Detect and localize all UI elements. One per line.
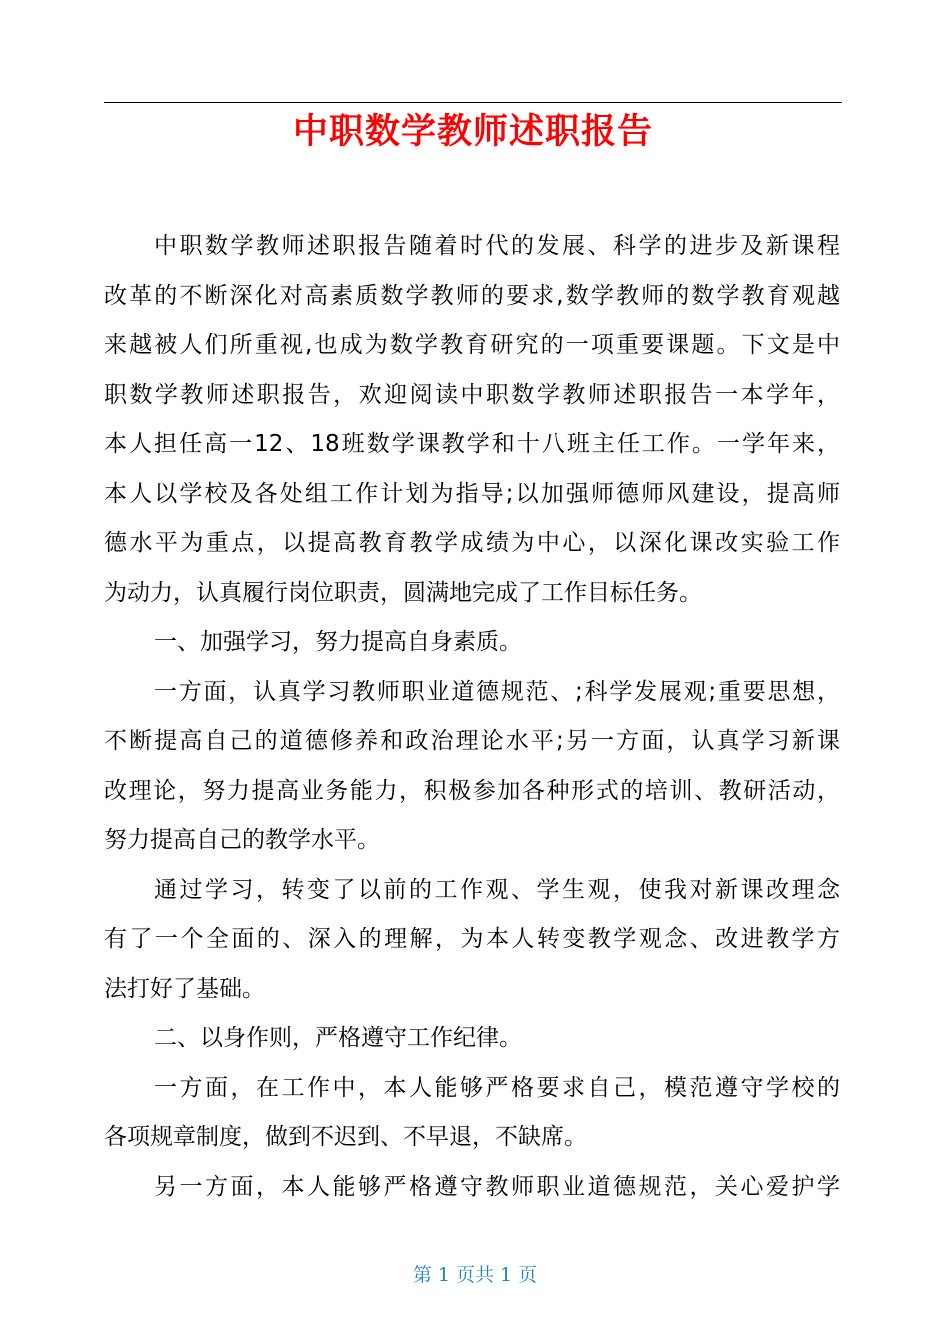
body-line: 一方面，在工作中，本人能够严格要求自己，模范遵守学校的: [154, 1074, 840, 1101]
body-line: 不断提高自己的道德修养和政治理论水平;另一方面，认真学习新课: [104, 728, 840, 754]
body-line: 来越被人们所重视,也成为数学教育研究的一项重要课题。下文是中: [104, 332, 840, 358]
document-body: [104, 222, 840, 1212]
body-line: 另一方面，本人能够严格遵守教师职业道德规范，关心爱护学: [154, 1173, 840, 1200]
body-line: 德水平为重点，以提高教育教学成绩为中心，以深化课改实验工作: [104, 530, 840, 556]
body-line: 通过学习，转变了以前的工作观、学生观，使我对新课改理念: [154, 876, 840, 903]
body-line: 一方面，认真学习教师职业道德规范、;科学发展观;重要思想，: [154, 678, 840, 705]
body-line: 为动力，认真履行岗位职责，圆满地完成了工作目标任务。: [104, 579, 702, 606]
body-line: 努力提高自己的教学水平。: [104, 827, 380, 853]
body-line: 中职数学教师述职报告随着时代的发展、科学的进步及新课程: [154, 233, 840, 259]
body-line: 改革的不断深化对高素质数学教师的要求,数学教师的数学教育观越: [104, 282, 840, 309]
document-title: 中职数学教师述职报告: [292, 112, 653, 152]
body-line: 有了一个全面的、深入的理解，为本人转变教学观念、改进教学方: [104, 926, 840, 952]
page-footer: 第 1 页共 1 页: [412, 1264, 538, 1286]
body-line: 改理论，努力提高业务能力，积极参加各种形式的培训、教研活动，: [104, 777, 840, 804]
body-line: 本人担任高一12、18班数学课教学和十八班主任工作。一学年来，: [104, 431, 840, 457]
body-line: 本人以学校及各处组工作计划为指导;以加强师德师风建设，提高师: [104, 480, 840, 507]
body-line: 二、以身作则，严格遵守工作纪律。: [154, 1025, 522, 1051]
body-line: 法打好了基础。: [104, 975, 265, 1002]
body-line: 一、加强学习，努力提高自身素质。: [154, 629, 522, 655]
header-rule: [104, 102, 842, 103]
body-line: 各项规章制度，做到不迟到、不早退，不缺席。: [104, 1124, 587, 1150]
body-line: 职数学教师述职报告，欢迎阅读中职数学教师述职报告一本学年，: [104, 381, 840, 408]
